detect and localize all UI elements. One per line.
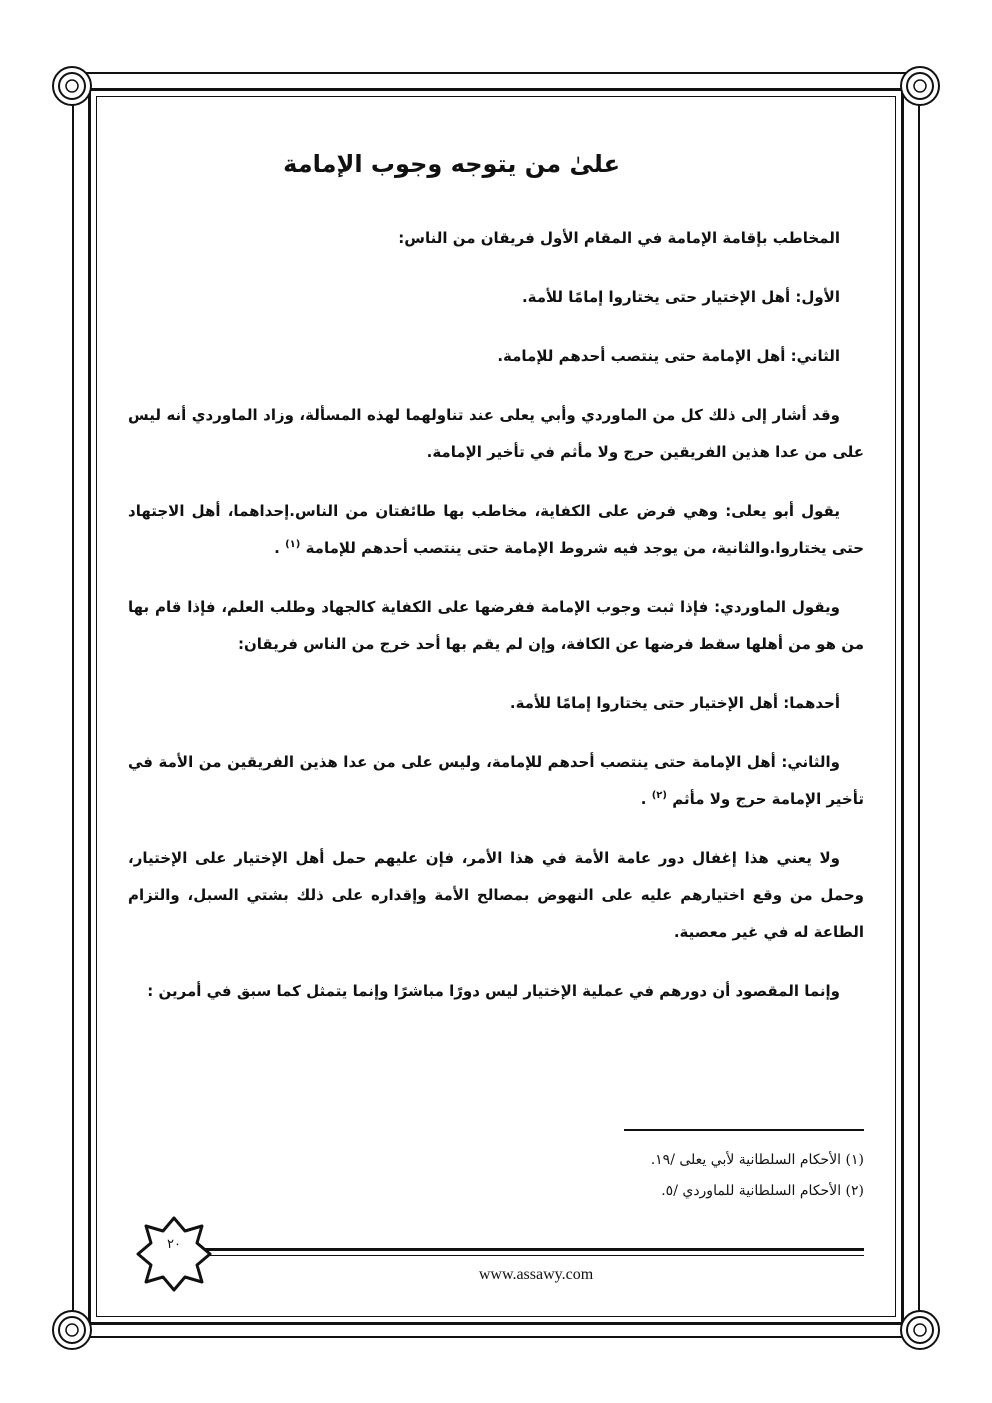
paragraph xyxy=(128,744,864,818)
footnote-divider xyxy=(624,1129,864,1131)
frame-top-outer xyxy=(72,72,920,74)
paragraph-text: المخاطب بإقامة الإمامة في المقام الأول فريقان من الناس: xyxy=(398,229,840,247)
paragraph-text: ويقول الماوردي: فإذا ثبت وجوب الإمامة ففرضها على الكفاية كالجهاد وطلب العلم، فإذا قام بها من هو من أهلها سقط فرضها عن الكافة، وإن لم يقم بها أحد خرج من الناس فريقان: xyxy=(128,598,864,653)
paragraph xyxy=(128,397,864,471)
footnote-ref[interactable]: (٢) xyxy=(651,790,667,801)
main-text xyxy=(128,220,864,1032)
frame-right-outer xyxy=(918,72,920,1338)
corner-ornament-top-right xyxy=(898,64,942,108)
frame-bottom-thin xyxy=(96,1316,896,1317)
frame-bottom-inner xyxy=(88,1322,904,1325)
corner-ornament-bottom-right xyxy=(898,1308,942,1352)
paragraph-text: أحدهما: أهل الإختيار حتى يختاروا إمامًا للأمة. xyxy=(509,694,840,712)
paragraph xyxy=(128,338,864,375)
frame-top-inner xyxy=(88,88,904,91)
website-url[interactable]: www.assawy.com xyxy=(478,1266,594,1283)
footnote: (٢) الأحكام السلطانية للماوردي /٥. xyxy=(661,1183,864,1199)
footnote-ref[interactable]: (١) xyxy=(285,539,301,550)
paragraph xyxy=(128,973,864,1010)
paragraph xyxy=(128,220,864,257)
frame-top-thin xyxy=(96,96,896,97)
paragraph xyxy=(128,589,864,663)
paragraph-text: الأول: أهل الإختيار حتى يختاروا إمامًا للأمة. xyxy=(521,288,840,306)
corner-ornament-bottom-left xyxy=(50,1308,94,1352)
frame-right-thin xyxy=(895,96,896,1317)
frame-left-inner xyxy=(88,88,91,1325)
footnote: (١) الأحكام السلطانية لأبي يعلى /١٩. xyxy=(650,1152,864,1168)
paragraph xyxy=(128,279,864,316)
paragraph-text: ولا يعني هذا إغفال دور عامة الأمة في هذا الأمر، فإن عليهم حمل أهل الإختيار على الإختيار، وحمل من وقع اختيارهم عليه على النهوض بمصالح الأمة وإقداره على ذلك بشتي السبل، والتزام الطاعة له في غير معصية. xyxy=(128,849,864,941)
frame-bottom-outer xyxy=(72,1336,920,1338)
sentence-end: . xyxy=(274,539,286,557)
paragraph xyxy=(128,840,864,951)
page-number: ٢٠ xyxy=(167,1237,181,1252)
paragraph xyxy=(128,685,864,722)
page-number-star-icon xyxy=(134,1214,214,1294)
frame-left-outer xyxy=(72,72,74,1338)
sentence-end: . xyxy=(640,790,652,808)
footnotes xyxy=(364,1145,864,1207)
paragraph-text: والثاني: أهل الإمامة حتى ينتصب أحدهم للإمامة، وليس على من عدا هذين الفريقين من الأمة في تأخير الإمامة حرج ولا مأثم xyxy=(128,753,864,808)
page-title: علىٰ من يتوجه وجوب الإمامة xyxy=(283,150,620,178)
frame-right-inner xyxy=(901,88,904,1325)
paragraph-text: الثاني: أهل الإمامة حتى ينتصب أحدهم للإمامة. xyxy=(497,347,840,365)
paragraph-text: يقول أبو يعلى: وهي فرض على الكفاية، مخاطب بها طائفتان من الناس.إحداهما، أهل الاجتهاد حتى يختاروا.والثانية، من يوجد فيه شروط الإمامة حتى ينتصب أحدهم للإمامة xyxy=(128,502,864,557)
paragraph-text: وقد أشار إلى ذلك كل من الماوردي وأبي يعلى عند تناولهما لهذه المسألة، وزاد الماوردي أنه ليس على من عدا هذين الفريقين حرج ولا مأثم في تأخير الإمامة. xyxy=(128,406,864,461)
paragraph-text: وإنما المقصود أن دورهم في عملية الإختيار ليس دورًا مباشرًا وإنما يتمثل كما سبق في أمرين : xyxy=(147,982,840,1000)
footer-rule-top xyxy=(200,1248,864,1251)
footer-rule-bottom xyxy=(200,1255,864,1256)
paragraph xyxy=(128,493,864,567)
corner-ornament-top-left xyxy=(50,64,94,108)
frame-left-thin xyxy=(96,96,97,1317)
